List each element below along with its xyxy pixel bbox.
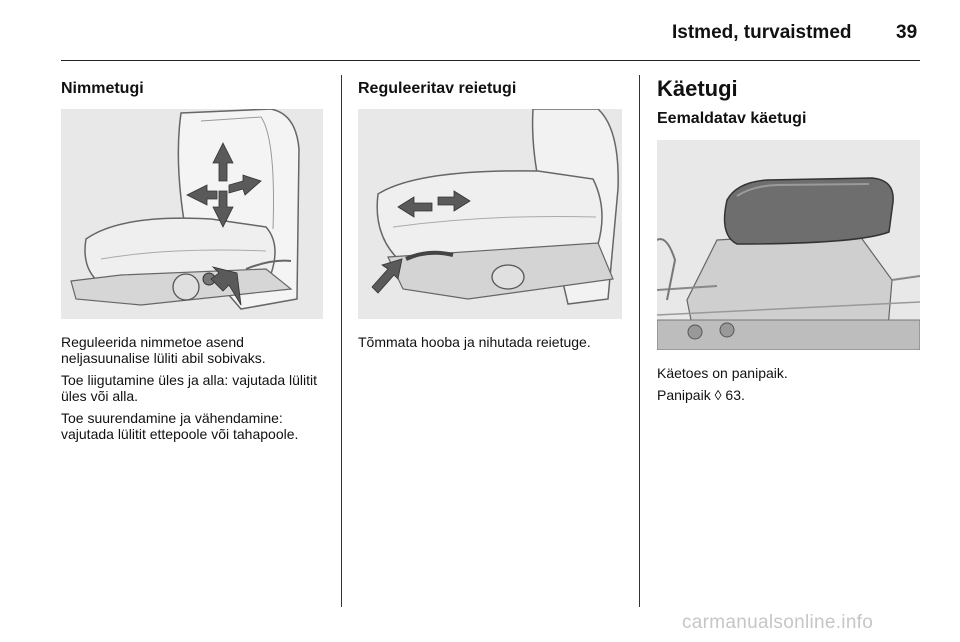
column-divider-1 [341, 75, 342, 607]
armrest-figure [657, 140, 920, 350]
page-number: 39 [896, 22, 918, 43]
reference-arrow-icon: ◊ [714, 387, 722, 403]
thigh-support-figure [358, 109, 622, 319]
reference-page: 63. [725, 387, 745, 403]
paragraph: Toe suurendamine ja vähendamine: vajutada lülitit ettepoole või tahapoole. [61, 410, 299, 442]
header-title: Istmed, turvaistmed [672, 22, 852, 43]
header-rule [61, 60, 920, 61]
lumbar-support-section [61, 76, 323, 448]
subsection-heading: Eemaldatav käetugi [657, 110, 807, 127]
cross-reference[interactable] [657, 387, 920, 403]
paragraph: Tõmmata hooba ja nihutada reietuge. [358, 334, 591, 350]
section-heading: Nimmetugi [61, 80, 144, 97]
section-heading: Reguleeritav reietugi [358, 80, 517, 97]
paragraph: Reguleerida nimmetoe asend neljasuunalise lüliti abil sobivaks. [61, 334, 266, 366]
thigh-support-section [358, 76, 622, 356]
lumbar-support-figure [61, 109, 323, 319]
watermark: carmanualsonline.info [682, 612, 874, 633]
section-heading: Käetugi [657, 76, 738, 101]
paragraph: Toe liigutamine üles ja alla: vajutada lülitit üles või alla. [61, 372, 318, 404]
column-divider-2 [639, 75, 640, 607]
paragraph: Käetoes on panipaik. [657, 365, 788, 381]
reference-text: Panipaik [657, 387, 711, 403]
armrest-section [657, 76, 920, 409]
